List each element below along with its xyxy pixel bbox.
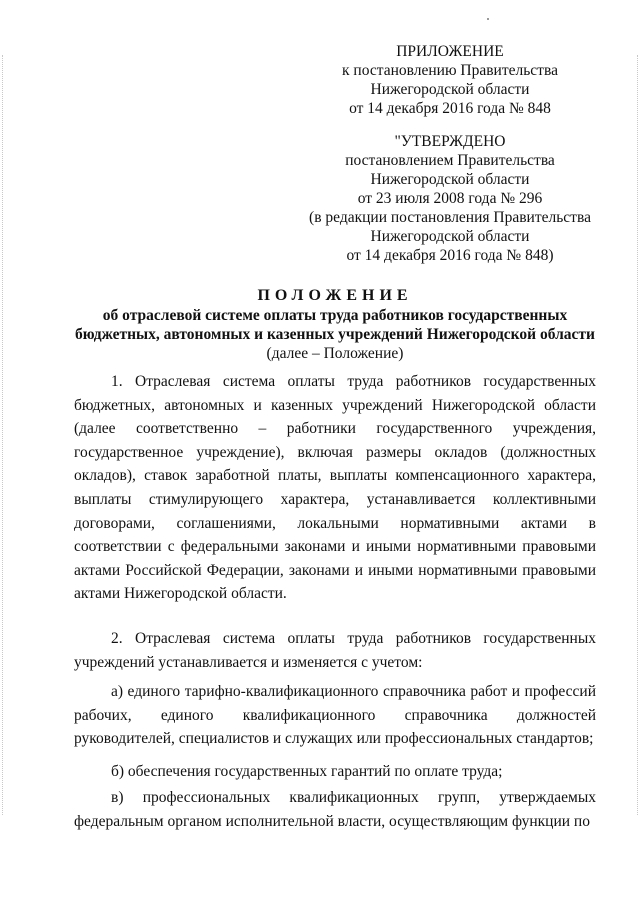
approved-line: постановлением Правительства [345, 152, 555, 169]
approved-line: Нижегородской области [370, 228, 530, 245]
paragraph-2c: в) профессиональных квалификационных групп, утверждаемых федеральным органом исполнительной власти, осуществляющим функции по [74, 789, 596, 830]
document-title [70, 286, 600, 363]
approved-line: Нижегородской области [370, 171, 530, 188]
appendix-line: от 14 декабря 2016 года № 848 [349, 100, 551, 117]
scan-edge-right [637, 55, 638, 815]
title-main: ПОЛОЖЕНИЕ [257, 287, 413, 304]
paragraph-2: 2. Отраслевая система оплаты труда работников государственных учреждений устанавливается и изменяется с учетом: [74, 630, 596, 671]
approved-line: от 14 декабря 2016 года № 848) [346, 247, 554, 264]
title-line-1: об отраслевой системе оплаты труда работников государственных [102, 307, 568, 324]
approved-line: "УТВЕРЖДЕНО [394, 133, 506, 150]
paragraph-2a: а) единого тарифно-квалификационного справочника работ и профессий рабочих, единого квалификационного справочника должностей руководителей, специалистов и служащих или профессиональных стандартов; [74, 683, 596, 748]
appendix-header [300, 42, 600, 118]
paragraph-1: 1. Отраслевая система оплаты труда работников государственных бюджетных, автономных и казенных учреждений Нижегородской области (далее соответственно – работники государственного учреждения, государственное учреждение), включая размеры окладов (должностных окладов), ставок заработной платы, выплаты компенсационного характера, выплаты стимулирующего характера, устанавливается коллективными договорами, соглашениями, локальными нормативными актами в соответствии с федеральными законами и иными нормативными правовыми актами Российской Федерации, законами и иными нормативными правовыми актами Нижегородской области. [74, 373, 596, 603]
scan-speck [487, 18, 489, 20]
paragraph-2b: б) обеспечения государственных гарантий по оплате труда; [111, 763, 503, 780]
appendix-line: ПРИЛОЖЕНИЕ [396, 43, 504, 60]
title-note: (далее – Положение) [266, 345, 404, 362]
title-line-2: бюджетных, автономных и казенных учреждений Нижегородской области [75, 326, 595, 343]
approved-line: от 23 июля 2008 года № 296 [357, 190, 543, 207]
appendix-line: Нижегородской области [370, 81, 530, 98]
appendix-line: к постановлению Правительства [342, 62, 558, 79]
approved-header [300, 132, 600, 265]
approved-line: (в редакции постановления Правительства [309, 209, 591, 226]
scan-edge-left [2, 55, 3, 815]
